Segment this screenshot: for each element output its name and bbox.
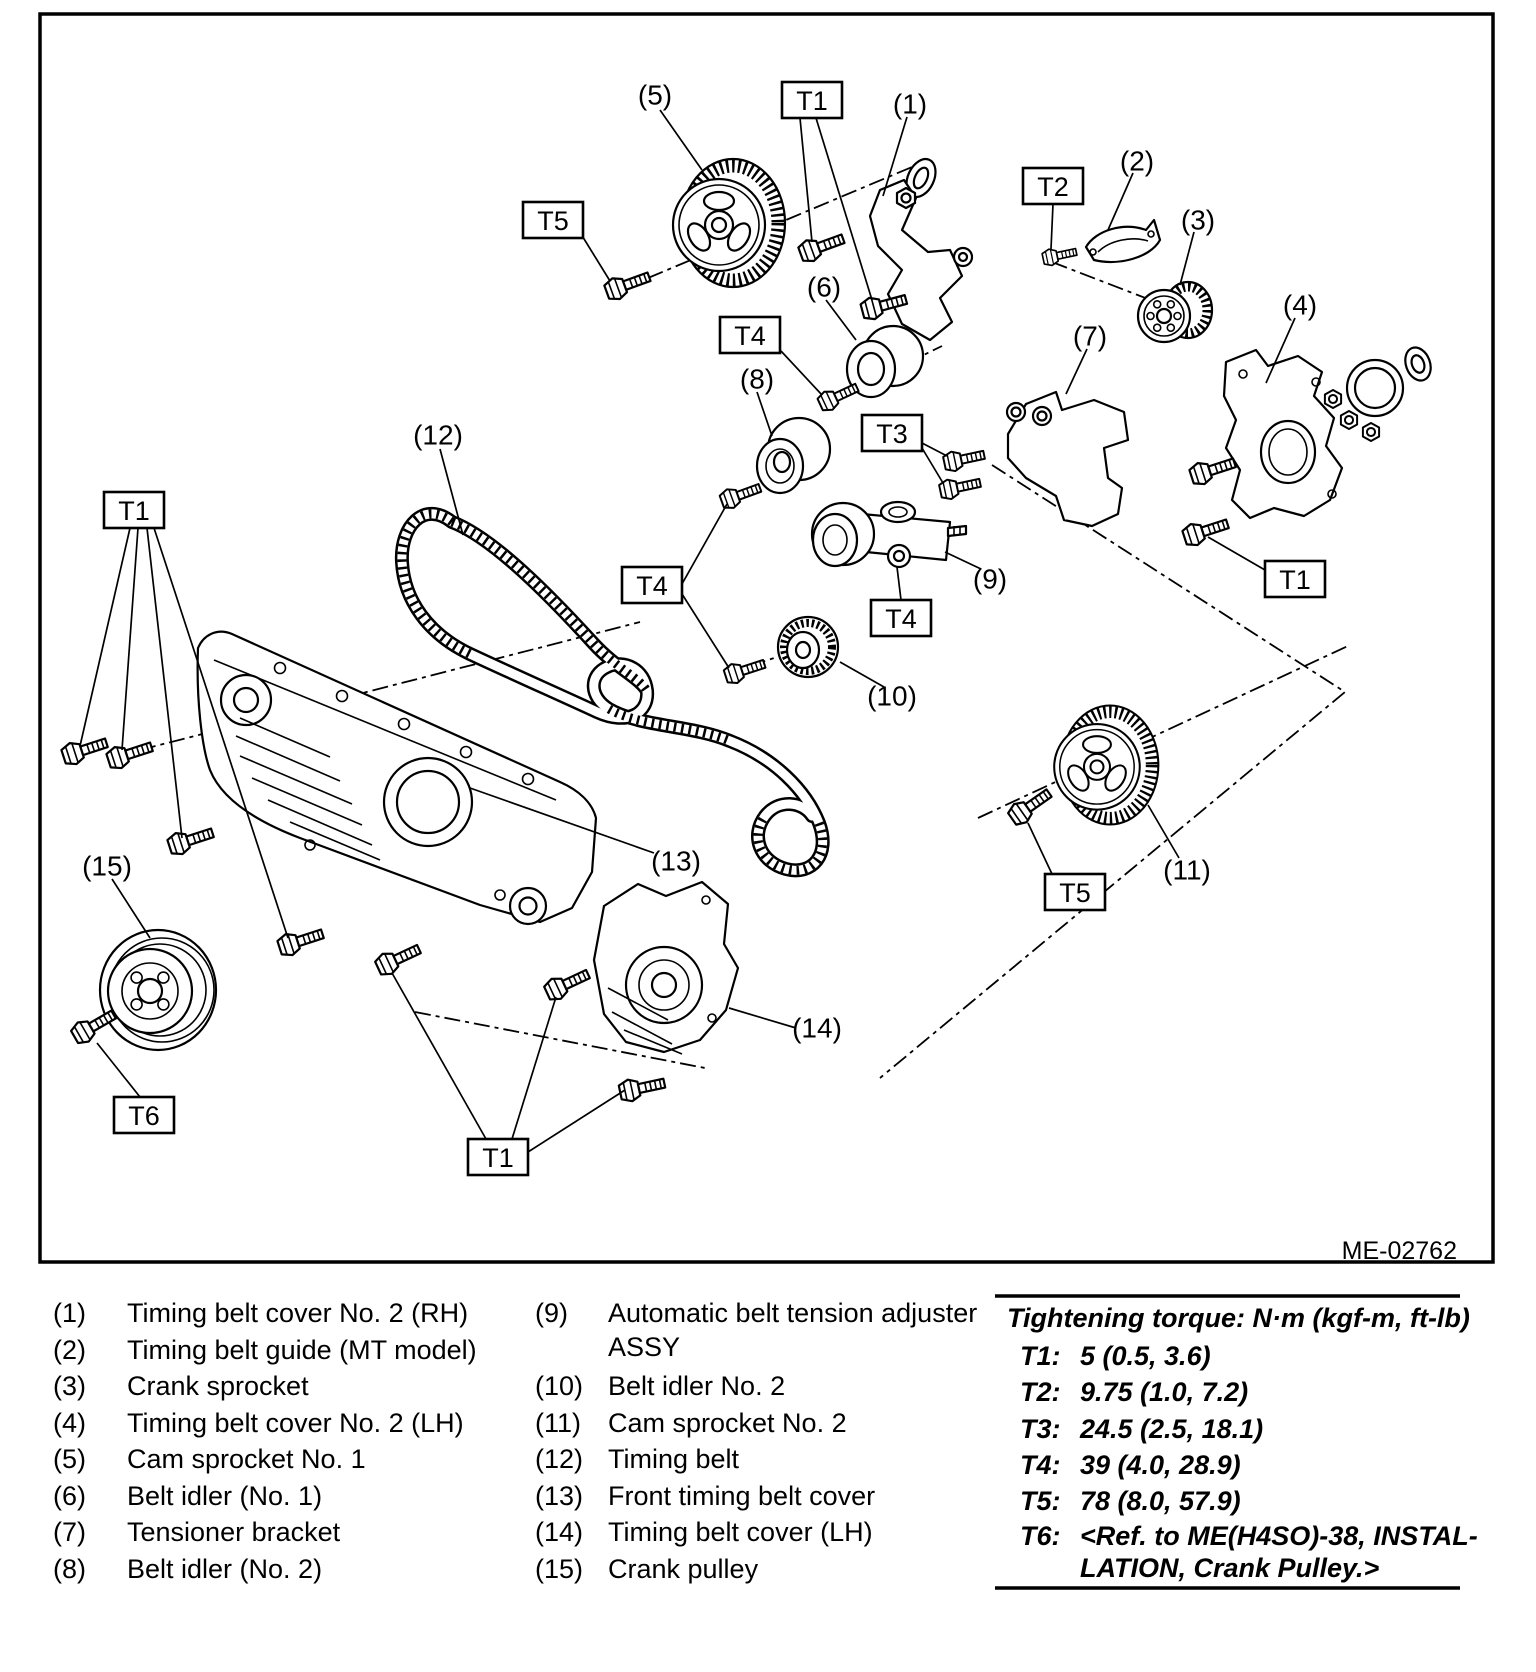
part-leader-15 — [112, 879, 150, 938]
figure-code: ME-02762 — [1341, 1237, 1457, 1265]
legend-num-(12): (12) — [535, 1444, 584, 1474]
timing-belt-cover-lh-drawing — [594, 882, 738, 1054]
torque-row-value-T1: 5 (0.5, 3.6) — [1080, 1341, 1211, 1371]
part-leader-14 — [729, 1008, 796, 1028]
cover-lh-no2-drawing — [1224, 344, 1435, 518]
part-label-8: (8) — [739, 363, 775, 395]
part-label-9: (9) — [972, 563, 1008, 595]
callout-leader-t6-0 — [97, 1043, 140, 1097]
torque-callout-t6 — [114, 1097, 174, 1133]
part-leader-11 — [1148, 805, 1179, 858]
callout-leader-t2-0 — [1051, 204, 1053, 249]
callout-text-t6: T6 — [128, 1101, 160, 1131]
torque-callout-t1-right — [1265, 561, 1325, 597]
callout-text-t3: T3 — [876, 419, 908, 449]
legend-label2-(9): ASSY — [608, 1332, 681, 1362]
legend-num-(14): (14) — [535, 1517, 584, 1547]
callout-text-t1-top: T1 — [796, 86, 828, 116]
part-label-4: (4) — [1282, 289, 1318, 321]
legend-label-(14): Timing belt cover (LH) — [608, 1517, 873, 1547]
legend-label-(7): Tensioner bracket — [127, 1517, 341, 1547]
torque-row-label-T3: T3: — [1020, 1414, 1061, 1444]
part-label-10: (10) — [867, 680, 917, 712]
callout-leader-t4-b-1 — [682, 594, 729, 668]
legend-num-(3): (3) — [53, 1371, 86, 1401]
torque-callout-t4-b — [622, 567, 682, 603]
part-label-15: (15) — [82, 850, 132, 882]
belt-guide-drawing — [1086, 220, 1160, 262]
legend-num-(7): (7) — [53, 1517, 86, 1547]
torque-row-label-T4: T4: — [1020, 1450, 1061, 1480]
callout-text-t2: T2 — [1037, 172, 1069, 202]
legend-num-(11): (11) — [535, 1408, 582, 1438]
part-label-7: (7) — [1072, 320, 1108, 352]
torque-table-rows — [1020, 1341, 1478, 1583]
legend-label-(1): Timing belt cover No. 2 (RH) — [127, 1298, 469, 1328]
torque-callout-t5-left — [523, 202, 583, 238]
legend-num-(1): (1) — [53, 1298, 86, 1328]
legend-label-(9): Automatic belt tension adjuster — [608, 1298, 978, 1328]
callout-text-t1-left: T1 — [118, 496, 150, 526]
torque-table-title: Tightening torque: N·m (kgf-m, ft-lb) — [1007, 1303, 1470, 1333]
legend-label-(4): Timing belt cover No. 2 (LH) — [127, 1408, 464, 1438]
torque-callout-t4-c — [871, 600, 931, 636]
part-leader-7 — [1066, 349, 1087, 394]
torque-row-label-T2: T2: — [1020, 1377, 1061, 1407]
callout-leader-t1-bottom-2 — [528, 1090, 625, 1152]
part-label-1: (1) — [892, 88, 928, 120]
legend-num-(2): (2) — [53, 1335, 86, 1365]
torque-row-value-T5: 78 (8.0, 57.9) — [1080, 1486, 1241, 1516]
callout-leader-t3-1 — [922, 448, 943, 483]
torque-row-value-T3: 24.5 (2.5, 18.1) — [1080, 1414, 1264, 1444]
callout-leader-t1-top-0 — [800, 118, 812, 242]
callout-text-t4-b: T4 — [636, 571, 668, 601]
torque-callout-t3 — [862, 415, 922, 451]
legend-num-(4): (4) — [53, 1408, 86, 1438]
legend-label-(6): Belt idler (No. 1) — [127, 1481, 323, 1511]
legend-label-(12): Timing belt — [608, 1444, 740, 1474]
legend-num-(5): (5) — [53, 1444, 86, 1474]
part-label-5: (5) — [637, 79, 673, 111]
legend-label-(11): Cam sprocket No. 2 — [608, 1408, 847, 1438]
callout-text-t1-right: T1 — [1279, 565, 1311, 595]
front-timing-belt-cover-drawing — [198, 632, 596, 924]
callout-text-t4-c: T4 — [885, 604, 917, 634]
callout-leader-t4-c-0 — [897, 567, 901, 600]
legend-num-(13): (13) — [535, 1481, 584, 1511]
torque-row-label-T5: T5: — [1020, 1486, 1061, 1516]
callout-leader-t4-a-0 — [781, 351, 822, 395]
tension-adjuster-drawing — [812, 502, 966, 567]
crank-pulley-drawing — [100, 930, 216, 1050]
crank-sprocket-drawing — [1138, 282, 1212, 342]
legend-num-(6): (6) — [53, 1481, 86, 1511]
belt-idler-1-drawing — [847, 326, 923, 397]
legend-label-(8): Belt idler (No. 2) — [127, 1554, 323, 1584]
part-label-13: (13) — [651, 845, 701, 877]
callout-leader-t5-left-0 — [581, 234, 610, 281]
legend-label-(3): Crank sprocket — [127, 1371, 309, 1401]
torque-row-value-T6: <Ref. to ME(H4SO)-38, INSTAL- — [1080, 1521, 1478, 1551]
callout-leader-t5-right-0 — [1028, 823, 1052, 874]
legend-label-(5): Cam sprocket No. 1 — [127, 1444, 366, 1474]
callout-text-t4-a: T4 — [734, 321, 766, 351]
torque-callout-t2 — [1023, 168, 1083, 204]
part-label-11: (11) — [1163, 854, 1211, 886]
tensioner-bracket-drawing — [1007, 392, 1128, 526]
legend-num-(15): (15) — [535, 1554, 584, 1584]
torque-row-value-T2: 9.75 (1.0, 7.2) — [1080, 1377, 1249, 1407]
callout-leader-t1-bottom-1 — [512, 997, 556, 1139]
torque-row-value2-T6: LATION, Crank Pulley.> — [1080, 1553, 1380, 1583]
legend-num-(9): (9) — [535, 1298, 568, 1328]
callout-text-t1-bottom: T1 — [482, 1143, 514, 1173]
torque-callout-t5-right — [1045, 874, 1105, 910]
parts-legend — [53, 1298, 977, 1584]
torque-callout-t1-top — [782, 82, 842, 118]
part-label-14: (14) — [792, 1012, 842, 1044]
callout-leader-t1-left-0 — [80, 528, 130, 746]
cam-sprocket-1-drawing — [673, 159, 785, 287]
callout-leader-t4-b-0 — [682, 504, 727, 584]
legend-label-(2): Timing belt guide (MT model) — [127, 1335, 477, 1365]
part-leader-6 — [826, 300, 856, 340]
torque-row-label-T1: T1: — [1020, 1341, 1061, 1371]
torque-row-label-T6: T6: — [1020, 1521, 1061, 1551]
cover-rh-bracket-drawing — [870, 154, 972, 340]
part-leader-8 — [757, 392, 772, 436]
torque-callout-t1-bottom — [468, 1139, 528, 1175]
torque-callout-t1-left — [104, 492, 164, 528]
torque-row-value-T4: 39 (4.0, 28.9) — [1080, 1450, 1241, 1480]
legend-num-(8): (8) — [53, 1554, 86, 1584]
belt-idler-10-drawing — [778, 617, 838, 677]
part-label-3: (3) — [1180, 204, 1216, 236]
part-label-6: (6) — [806, 271, 842, 303]
callout-leader-t1-left-1 — [122, 528, 138, 750]
callout-text-t5-right: T5 — [1059, 878, 1091, 908]
legend-label-(15): Crank pulley — [608, 1554, 759, 1584]
callout-leader-t1-left-2 — [147, 528, 182, 838]
part-label-12: (12) — [413, 419, 463, 451]
part-leader-5 — [660, 110, 702, 170]
torque-table — [995, 1296, 1478, 1588]
belt-idler-8-drawing — [757, 418, 830, 493]
callout-leader-t1-bottom-0 — [392, 973, 486, 1139]
legend-label-(10): Belt idler No. 2 — [608, 1371, 786, 1401]
torque-callout-t4-a — [720, 317, 780, 353]
legend-label-(13): Front timing belt cover — [608, 1481, 876, 1511]
part-leader-3 — [1180, 232, 1194, 285]
legend-num-(10): (10) — [535, 1371, 584, 1401]
callout-text-t5-left: T5 — [537, 206, 569, 236]
part-label-2: (2) — [1119, 145, 1155, 177]
callout-leader-t1-right-0 — [1208, 537, 1265, 570]
part-leader-2 — [1108, 173, 1133, 230]
cam-sprocket-2-drawing — [1054, 705, 1158, 824]
